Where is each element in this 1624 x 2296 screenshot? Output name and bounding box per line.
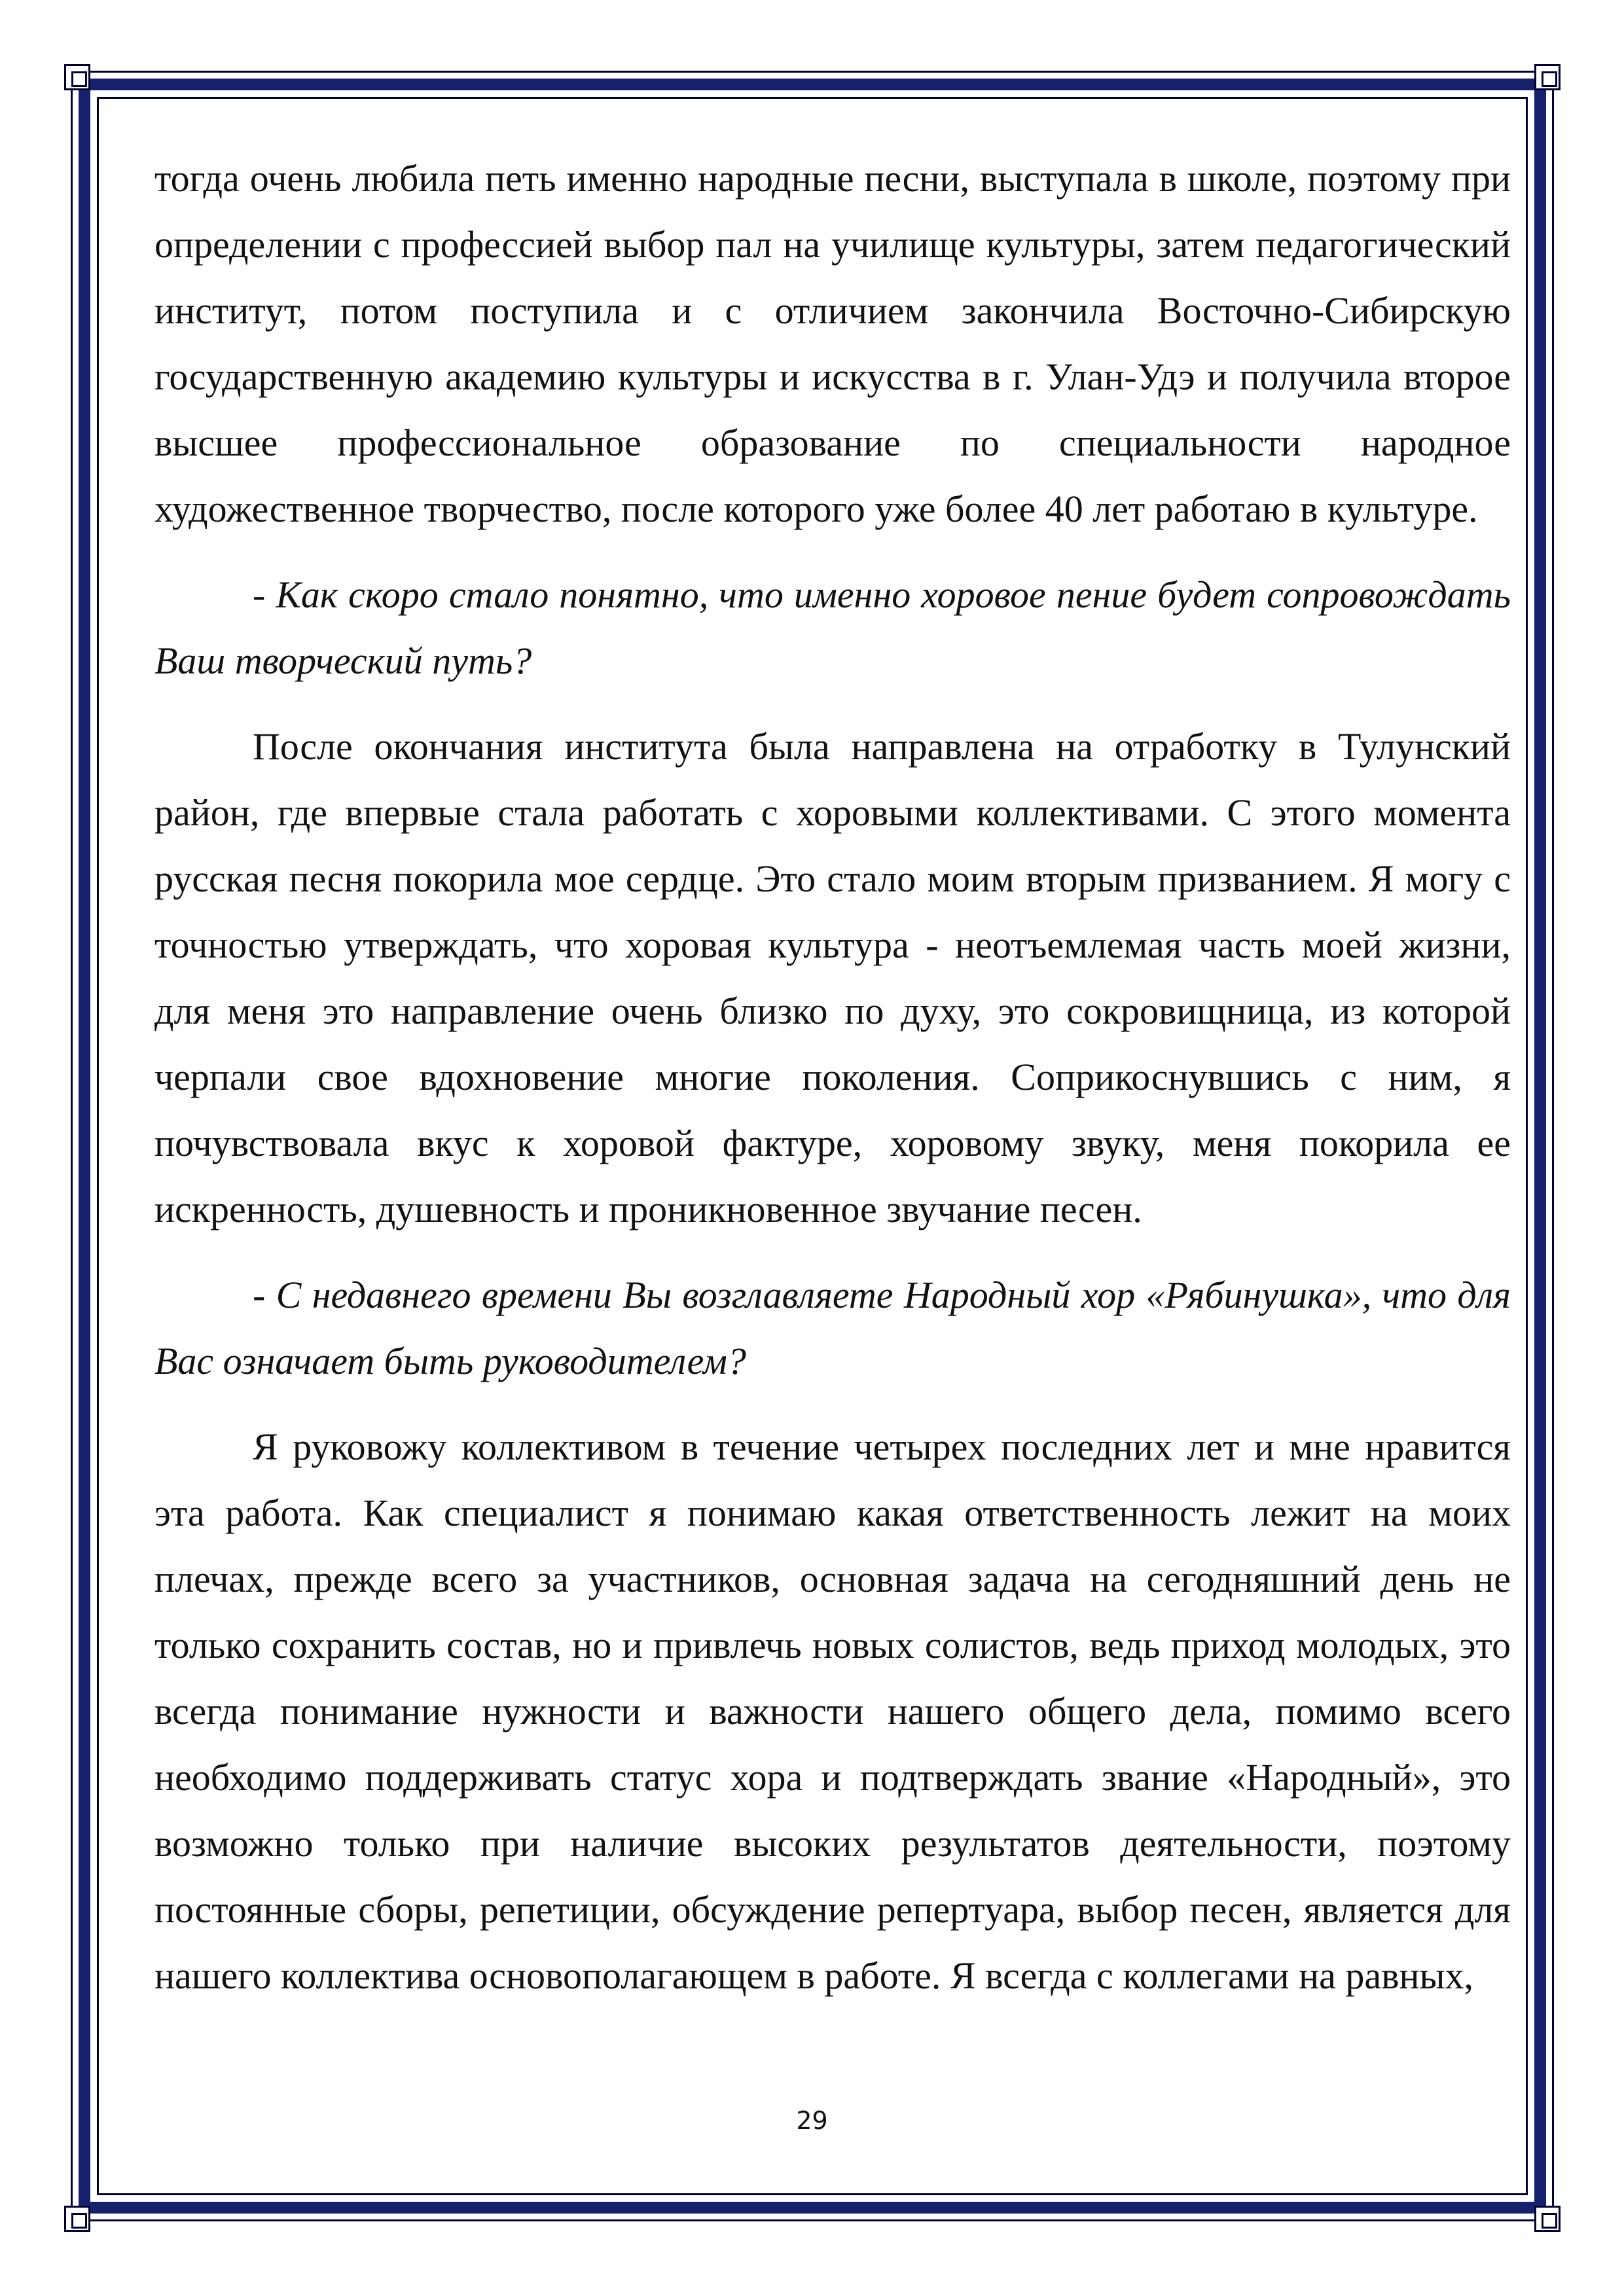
article-body (154, 145, 1511, 2009)
page-number: 29 (796, 2106, 828, 2135)
interview-question: - С недавнего времени Вы возглавляете Народный хор «Рябинушка», что для Вас означает быть руководителем? (154, 1274, 1511, 1382)
interview-question: - Как скоро стало понятно, что именно хоровое пение будет сопровождать Ваш творческий путь? (154, 573, 1511, 682)
paragraph-gap (154, 694, 1511, 713)
answer-paragraph-continued: тогда очень любила петь именно народные песни, выступала в школе, поэтому при определении с профессией выбор пал на училище культуры, затем педагогический институт, потом поступила и с отличием закончила Восточно-Сибирскую государственную академию культуры и искусства в г. Улан-Удэ и получила второе высшее профессиональное образование по специальности народное художественное творчество, после которого уже более 40 лет работаю в культуре. (154, 157, 1511, 530)
frame-corner-ornament-bottom-left (64, 2206, 90, 2232)
answer-paragraph: Я руковожу коллективом в течение четырех последних лет и мне нравится эта работа. Как специалист я понимаю какая ответственность лежит на моих плечах, прежде всего за участников, основная задача на сегодняшний день не только сохранить состав, но и привлечь новых солистов, ведь приход молодых, это всегда понимание нужности и важности нашего общего дела, помимо всего необходимо поддерживать статус хора и подтверждать звание «Народный», это возможно только при наличие высоких результатов деятельности, поэтому постоянные сборы, репетиции, обсуждение репертуара, выбор песен, является для нашего коллектива основополагающем в работе. Я всегда с коллегами на равных, (154, 1426, 1511, 1997)
paragraph-gap (154, 1394, 1511, 1414)
frame-corner-ornament-top-right (1534, 64, 1561, 90)
paragraph-gap (154, 1242, 1511, 1262)
paragraph-gap (154, 542, 1511, 562)
answer-paragraph: После окончания института была направлена на отработку в Тулунский район, где впервые стала работать с хоровыми коллективами. С этого момента русская песня покорила мое сердце. Это стало моим вторым призванием. Я могу с точностью утверждать, что хоровая культура - неотъемлемая часть моей жизни, для меня это направление очень близко по духу, это сокровищница, из которой черпали свое вдохновение многие поколения. Соприкоснувшись с ним, я почувствовала вкус к хоровой фактуре, хоровому звуку, меня покорила ее искренность, душевность и проникновенное звучание песен. (154, 725, 1511, 1230)
frame-corner-ornament-bottom-right (1534, 2206, 1561, 2232)
frame-corner-ornament-top-left (64, 64, 90, 90)
